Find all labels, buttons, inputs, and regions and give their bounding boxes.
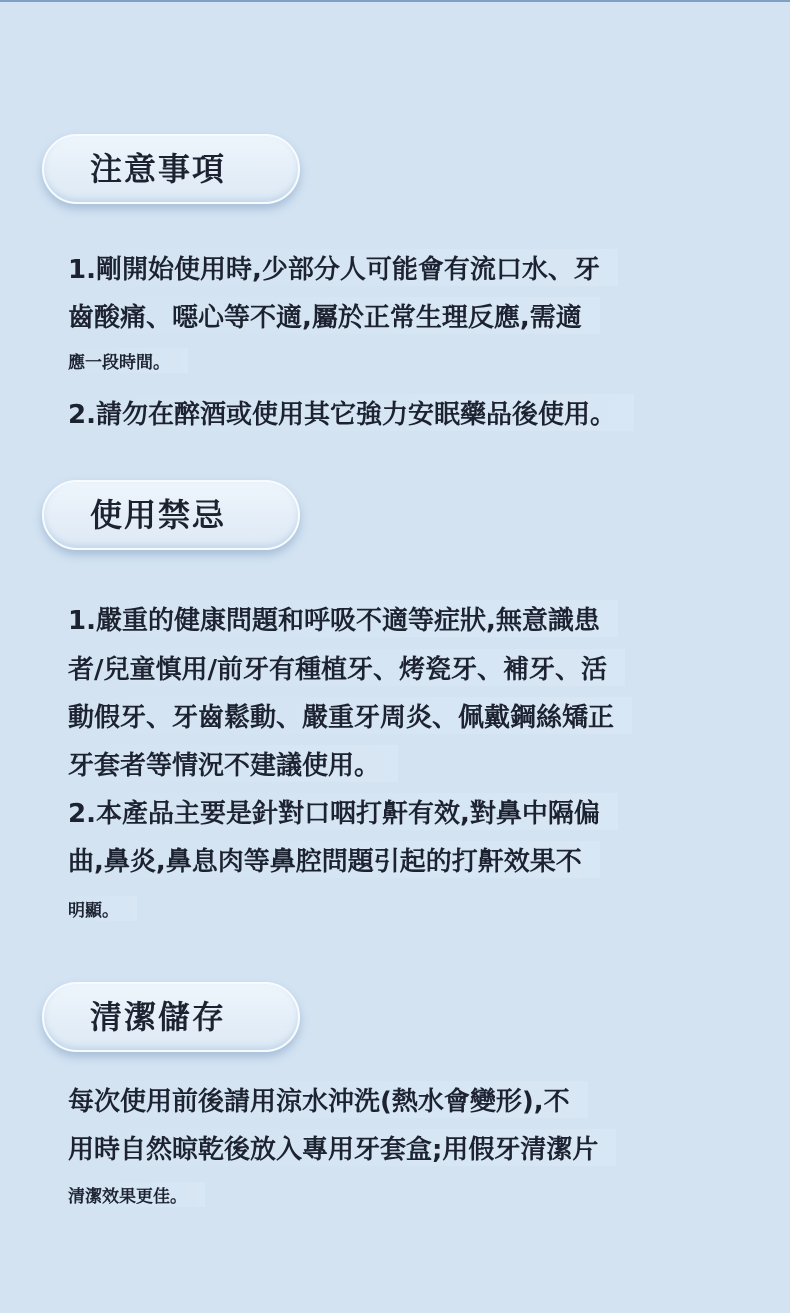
text-line: 牙套者等情況不建議使用。 xyxy=(68,745,398,782)
text-line: 每次使用前後請用涼水沖洗(熱水會變形),不 xyxy=(68,1081,588,1118)
text-line: 者/兒童慎用/前牙有種植牙、烤瓷牙、補牙、活 xyxy=(68,649,625,686)
text-line: 2.請勿在醉酒或使用其它強力安眠藥品後使用。 xyxy=(68,394,634,431)
section-heading-precautions xyxy=(42,134,300,204)
text-line: 明顯。 xyxy=(68,896,137,921)
text-line: 應一段時間。 xyxy=(68,348,188,373)
text-line: 用時自然晾乾後放入專用牙套盒;用假牙清潔片 xyxy=(68,1129,616,1166)
section-title: 使用禁忌 xyxy=(90,496,227,534)
text-line: 1.剛開始使用時,少部分人可能會有流口水、牙 xyxy=(68,249,618,286)
text-line: 曲,鼻炎,鼻息肉等鼻腔問題引起的打鼾效果不 xyxy=(68,841,600,878)
section-title: 清潔儲存 xyxy=(90,998,227,1036)
text-line: 清潔效果更佳。 xyxy=(68,1182,205,1207)
text-line: 動假牙、牙齒鬆動、嚴重牙周炎、佩戴鋼絲矯正 xyxy=(68,697,632,734)
section-heading-contraindications xyxy=(42,480,300,550)
text-line: 2.本產品主要是針對口咽打鼾有效,對鼻中隔偏 xyxy=(68,793,618,830)
text-line: 齒酸痛、噁心等不適,屬於正常生理反應,需適 xyxy=(68,297,600,334)
section-heading-cleaning-storage xyxy=(42,982,300,1052)
top-border xyxy=(0,0,790,2)
section-title: 注意事項 xyxy=(90,150,227,188)
text-line: 1.嚴重的健康問題和呼吸不適等症狀,無意識患 xyxy=(68,600,618,637)
